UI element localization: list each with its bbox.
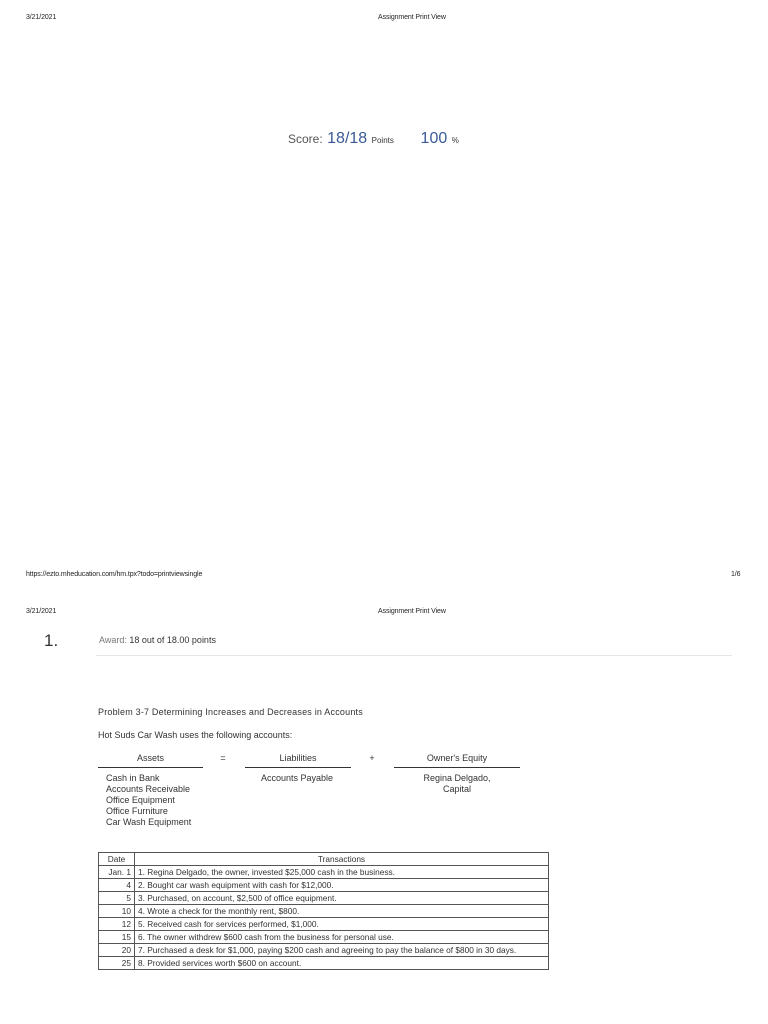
table-header-row xyxy=(99,853,549,866)
award-value: 18 out of 18.00 points xyxy=(129,635,216,645)
date-cell: 25 xyxy=(99,957,135,970)
print-header-title-2: Assignment Print View xyxy=(378,608,446,615)
print-date-2: 3/21/2021 xyxy=(26,608,57,615)
assets-underline xyxy=(98,767,203,768)
problem-title: Problem 3-7 Determining Increases and Decreases in Accounts xyxy=(98,707,363,717)
table-row xyxy=(99,866,549,879)
asset-account: Accounts Receivable xyxy=(106,784,191,794)
table-row xyxy=(99,905,549,918)
transaction-cell: 5. Received cash for services performed, $1,000. xyxy=(135,918,549,931)
equity-account-line: Capital xyxy=(442,784,471,794)
transaction-cell: 2. Bought car wash equipment with cash for $12,000. xyxy=(135,879,549,892)
equals-sign: = xyxy=(220,753,226,763)
problem-intro: Hot Suds Car Wash uses the following accounts: xyxy=(98,730,293,740)
score-label: Score: xyxy=(288,132,323,146)
transactions-table xyxy=(98,852,549,970)
date-cell: 20 xyxy=(99,944,135,957)
assets-heading: Assets xyxy=(136,753,164,763)
percent-value: 100 xyxy=(420,130,448,147)
divider xyxy=(96,655,732,656)
award-label: Award: xyxy=(99,635,127,645)
transaction-cell: 7. Purchased a desk for $1,000, paying $200 cash and agreeing to pay the balance of $800 in 30 days. xyxy=(135,944,549,957)
date-cell: 15 xyxy=(99,931,135,944)
asset-account: Office Equipment xyxy=(106,795,175,805)
date-cell: 10 xyxy=(99,905,135,918)
liability-account: Accounts Payable xyxy=(261,773,334,783)
table-row xyxy=(99,879,549,892)
transactions-column-header: Transactions xyxy=(135,853,549,866)
date-cell: 5 xyxy=(99,892,135,905)
equity-underline xyxy=(394,767,520,768)
score-value: 18/18 xyxy=(327,130,368,147)
question-number: 1. xyxy=(44,631,59,650)
table-row xyxy=(99,892,549,905)
date-cell: 12 xyxy=(99,918,135,931)
award-line xyxy=(99,635,216,645)
transaction-cell: 6. The owner withdrew $600 cash from the business for personal use. xyxy=(135,931,549,944)
asset-account: Cash in Bank xyxy=(106,773,160,783)
plus-sign: + xyxy=(369,753,375,763)
page-url: https://ezto.mheducation.com/hm.tpx?todo=printviewsingle xyxy=(26,571,203,578)
points-label: Points xyxy=(371,136,394,145)
transaction-cell: 4. Wrote a check for the monthly rent, $800. xyxy=(135,905,549,918)
transaction-cell: 1. Regina Delgado, the owner, invested $25,000 cash in the business. xyxy=(135,866,549,879)
table-row xyxy=(99,957,549,970)
transaction-cell: 3. Purchased, on account, $2,500 of office equipment. xyxy=(135,892,549,905)
transaction-cell: 8. Provided services worth $600 on account. xyxy=(135,957,549,970)
equity-accounts-list xyxy=(394,773,520,795)
table-row xyxy=(99,944,549,957)
print-header-title: Assignment Print View xyxy=(378,14,446,21)
asset-account: Car Wash Equipment xyxy=(106,817,192,827)
liabilities-heading: Liabilities xyxy=(279,753,317,763)
asset-accounts-list xyxy=(106,773,191,828)
score-summary xyxy=(288,130,459,148)
table-row xyxy=(99,931,549,944)
table-row xyxy=(99,918,549,931)
asset-account: Office Furniture xyxy=(106,806,168,816)
date-cell: Jan. 1 xyxy=(99,866,135,879)
date-column-header: Date xyxy=(99,853,135,866)
page-number: 1/6 xyxy=(731,571,741,578)
liability-accounts-list xyxy=(261,773,333,784)
equity-account-line: Regina Delgado, xyxy=(423,773,491,783)
date-cell: 4 xyxy=(99,879,135,892)
percent-sign: % xyxy=(451,136,459,145)
liabilities-underline xyxy=(245,767,351,768)
equity-heading: Owner's Equity xyxy=(426,753,488,763)
print-date: 3/21/2021 xyxy=(26,14,57,21)
